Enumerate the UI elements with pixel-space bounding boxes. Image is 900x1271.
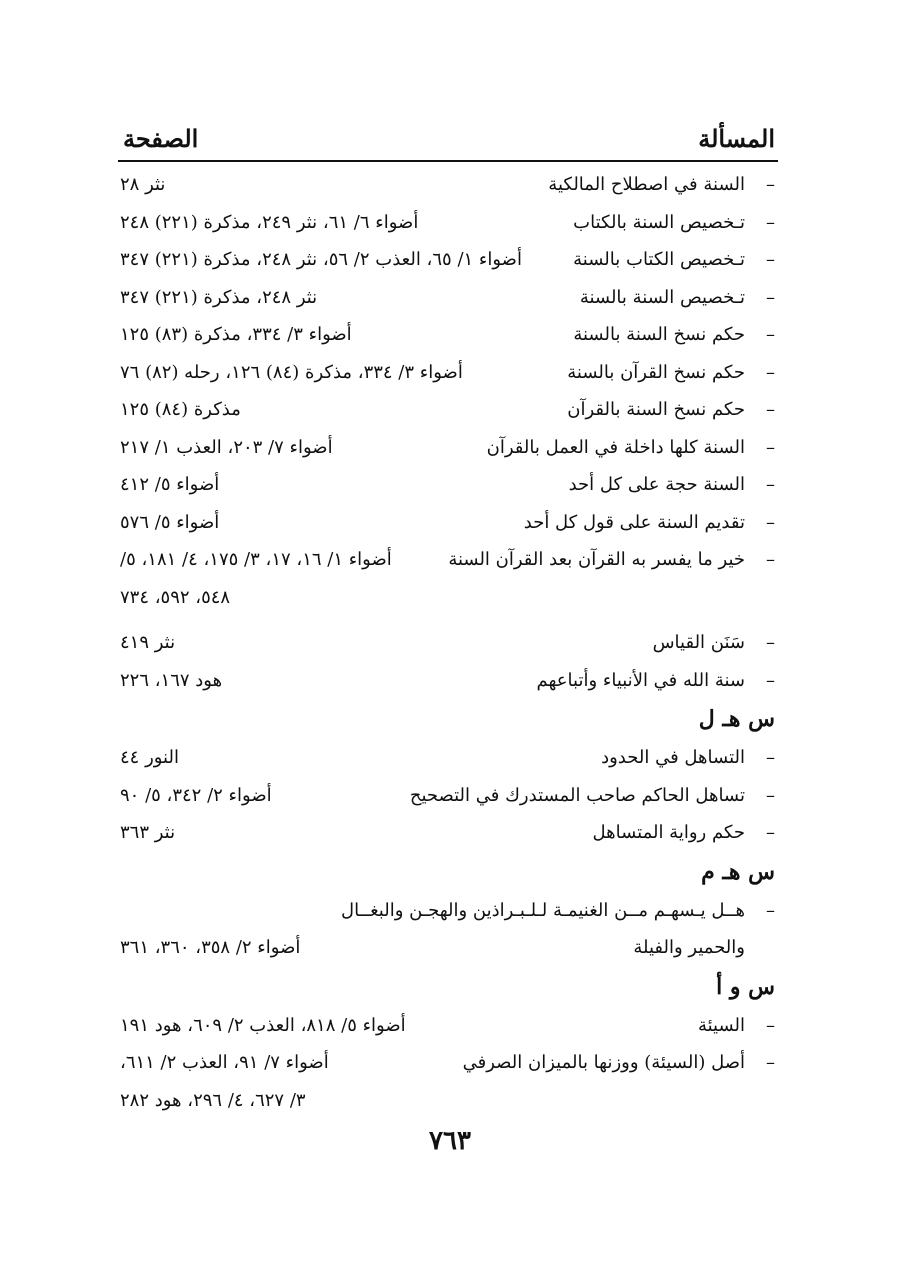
entry-reference: نثر ٢٨ <box>120 174 166 195</box>
entry-reference: أضواء ١/ ٦٥، العذب ٢/ ٥٦، نثر ٢٤٨، مذكرة (٢٢١) ٣٤٧ <box>120 249 522 270</box>
entry-reference: مذكرة (٨٤) ١٢٥ <box>120 399 241 420</box>
entry-topic: تـخصيص السنة بالسنة <box>579 286 745 308</box>
entry-dash: – <box>766 399 775 420</box>
entry-reference: أضواء ٥/ ٨١٨، العذب ٢/ ٦٠٩، هود ١٩١ <box>120 1014 406 1036</box>
entry-dash: – <box>766 1014 775 1036</box>
entry-topic: هــل يـسهـم مــن الغنيمـة لـلـبـراذين والهجـن والبغــال <box>341 899 745 921</box>
entry-reference: ٥٤٨، ٥٩٢، ٧٣٤ <box>120 586 231 608</box>
entry-dash: – <box>766 286 775 308</box>
entry-topic: السنة حجة على كل أحد <box>568 474 745 495</box>
entry-reference: ٣/ ٦٢٧، ٤/ ٢٩٦، هود ٢٨٢ <box>120 1089 306 1111</box>
entry-topic: حكم نسخ السنة بالقرآن <box>567 399 745 420</box>
entry-dash: – <box>766 669 775 691</box>
index-entry <box>115 166 775 204</box>
topic-column-header: المسألة <box>698 124 775 153</box>
entry-topic: تـخصيص السنة بالكتاب <box>573 211 745 233</box>
entry-reference: أضواء ٣/ ٣٣٤، مذكرة (٨٣) ١٢٥ <box>120 324 352 345</box>
table-header <box>123 124 775 158</box>
entry-topic: سَنَن القياس <box>652 632 745 653</box>
entry-dash: – <box>766 632 775 653</box>
entry-dash: – <box>766 549 775 570</box>
entry-dash: – <box>766 822 775 843</box>
index-entry <box>115 316 775 354</box>
index-entry-continuation <box>115 1082 775 1120</box>
section-heading: س هـ ل <box>698 706 775 732</box>
index-entry <box>115 241 775 279</box>
index-entry <box>115 429 775 467</box>
index-entry <box>115 739 775 777</box>
entry-reference: أضواء ٢/ ٣٥٨، ٣٦٠، ٣٦١ <box>120 937 301 958</box>
entry-reference: أضواء ٣/ ٣٣٤، مذكرة (٨٤) ١٢٦، رحله (٨٢) ٧٦ <box>120 361 463 383</box>
page-column-header: الصفحة <box>123 124 199 153</box>
entry-dash: – <box>766 361 775 383</box>
entry-topic: تـخصيص الكتاب بالسنة <box>573 249 745 270</box>
index-entry <box>115 624 775 662</box>
entry-dash: – <box>766 249 775 270</box>
entry-topic: خير ما يفسر به القرآن بعد القرآن السنة <box>448 549 745 570</box>
entry-dash: – <box>766 899 775 921</box>
entry-topic: أصل (السيئة) ووزنها بالميزان الصرفي <box>462 1052 745 1073</box>
entry-topic: السنة في اصطلاح المالكية <box>548 174 745 195</box>
entry-reference: نثر ٢٤٨، مذكرة (٢٢١) ٣٤٧ <box>120 286 318 308</box>
entry-topic: حكم نسخ السنة بالسنة <box>573 324 745 345</box>
index-entry <box>115 814 775 852</box>
entry-reference: نثر ٤١٩ <box>120 632 176 653</box>
entry-dash: – <box>766 211 775 233</box>
index-body <box>115 166 775 1119</box>
entry-reference: أضواء ٥/ ٤١٢ <box>120 474 220 495</box>
index-entry-continuation <box>115 579 775 617</box>
entry-topic: سنة الله في الأنبياء وأتباعهم <box>536 669 745 691</box>
index-entry <box>115 662 775 700</box>
entry-topic: حكم نسخ القرآن بالسنة <box>567 361 745 383</box>
entry-dash: – <box>766 474 775 495</box>
index-entry <box>115 279 775 317</box>
entry-dash: – <box>766 511 775 533</box>
entry-reference: أضواء ٥/ ٥٧٦ <box>120 511 220 533</box>
entry-dash: – <box>766 1052 775 1073</box>
index-entry <box>115 1007 775 1045</box>
entry-dash: – <box>766 174 775 195</box>
section-heading: س هـ م <box>701 858 775 885</box>
index-entry <box>115 391 775 429</box>
entry-dash: – <box>766 784 775 806</box>
index-entry <box>115 892 775 930</box>
section-heading: س و أ <box>716 973 775 1000</box>
entry-reference: أضواء ٧/ ٢٠٣، العذب ١/ ٢١٧ <box>120 436 333 458</box>
entry-topic: السيئة <box>697 1014 745 1036</box>
entry-dash: – <box>766 324 775 345</box>
entry-dash: – <box>766 436 775 458</box>
entry-reference: أضواء ٦/ ٦١، نثر ٢٤٩، مذكرة (٢٢١) ٢٤٨ <box>120 211 419 233</box>
entry-reference: النور ٤٤ <box>120 747 179 768</box>
index-entry <box>115 504 775 542</box>
entry-dash: – <box>766 747 775 768</box>
entry-topic: حكم رواية المتساهل <box>592 822 745 843</box>
entry-reference: هود ١٦٧، ٢٢٦ <box>120 669 223 691</box>
entry-topic: السنة كلها داخلة في العمل بالقرآن <box>486 436 745 458</box>
index-entry-continuation <box>115 929 775 967</box>
entry-reference: أضواء ١/ ١٦، ١٧، ٣/ ١٧٥، ٤/ ١٨١، ٥/ <box>120 549 392 570</box>
entry-reference: أضواء ٧/ ٩١، العذب ٢/ ٦١١، <box>120 1052 329 1073</box>
page-number: ٧٦٣ <box>429 1126 471 1156</box>
entry-topic: التساهل في الحدود <box>601 747 745 768</box>
index-entry <box>115 777 775 815</box>
index-entry <box>115 1044 775 1082</box>
index-entry <box>115 466 775 504</box>
header-rule <box>118 160 778 162</box>
entry-topic: تساهل الحاكم صاحب المستدرك في التصحيح <box>409 784 745 806</box>
index-entry <box>115 541 775 579</box>
index-entry <box>115 354 775 392</box>
entry-reference: نثر ٣٦٣ <box>120 822 176 843</box>
entry-reference: أضواء ٢/ ٣٤٢، ٥/ ٩٠ <box>120 784 272 806</box>
entry-topic: والحمير والفيلة <box>633 937 745 958</box>
entry-topic: تقديم السنة على قول كل أحد <box>523 511 745 533</box>
index-entry <box>115 204 775 242</box>
